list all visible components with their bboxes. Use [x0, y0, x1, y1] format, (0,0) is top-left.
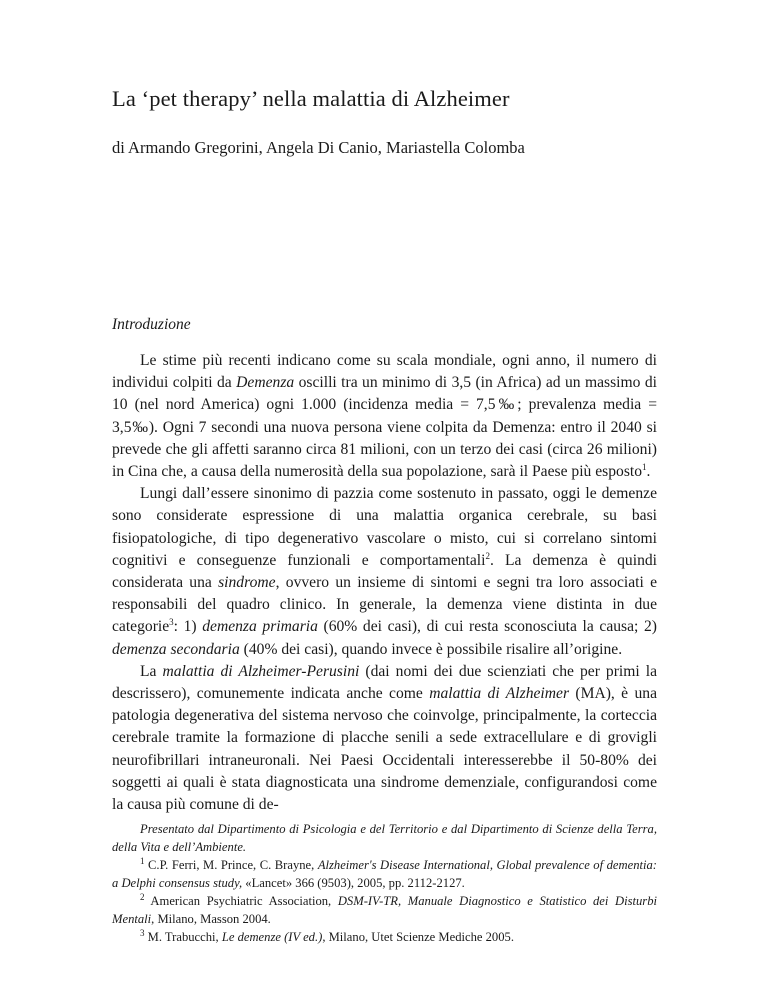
footnote-1: $^1$ C.P. Ferri, M. Prince, C. Brayne, Alzheimer's Disease International, Global prevalence of dementia: a Delphi consensus study, «Lancet» 366 (9503), 2005, pp. 2112-2127.	[112, 855, 657, 890]
paragraph-1: Le stime più recenti indicano come su scala mondiale, ogni anno, il numero di individui colpiti da Demenza oscilli tra un minimo di 3,5 (in Africa) ad un massimo di 10 (nel nord America) ogni 1.000 (incidenza media = 7,5‰; prevalenza media = 3,5‰). Ogni 7 secondi una nuova persona viene colpita da Demenza: entro il 2040 si prevede che gli affetti saranno circa 81 milioni, con un terzo dei casi (circa 26 milioni) in Cina che, a causa della numerosità della sua popolazione, sarà il Paese più esposto$^1$.	[112, 352, 657, 481]
section-heading: Introduzione	[112, 316, 191, 333]
paragraph-2: Lungi dall’essere sinonimo di pazzia come sostenuto in passato, oggi le demenze sono considerate espressione di una malattia organica cerebrale, su basi fisiopatologiche, di tipo degenerativo vascolare o misto, cui si correlano sintomi cognitivi e conseguenze funzionali e comportamentali$^2$. La demenza è quindi considerata una sindrome, ovvero un insieme di sintomi e segni tra loro associati e responsabili del quadro clinico. In generale, la demenza viene distinta in due categorie$^3$: 1) demenza primaria (60% dei casi), di cui resta sconosciuta la causa; 2) demenza secondaria (40% dei casi), quando invece è possibile risalire all’origine.	[112, 485, 657, 658]
footnote-ref-1[interactable]: 1	[642, 461, 647, 472]
article-body	[112, 350, 657, 816]
paragraph-3: La malattia di Alzheimer-Perusini (dai nomi dei due scienziati che per primi la descrissero), comunemente indicata anche come malattia di Alzheimer (MA), è una patologia degenerativa del sistema nervoso che coinvolge, principalmente, la corteccia cerebrale tramite la formazione di placche senili a sede extracellulare e di grovigli neurofibrillari intraneuronali. Nei Paesi Occidentali interesserebbe il 50-80% dei soggetti ai quali è stata diagnosticata una sindrome demenziale, configurandosi come la causa più comune di de-	[112, 662, 657, 814]
footnote-presented: Presentato dal Dipartimento di Psicologia e del Territorio e dal Dipartimento di Scienze della Terra, della Vita e dell’Ambiente.	[112, 822, 657, 854]
footnotes	[112, 820, 657, 946]
footnote-3: $^3$ M. Trabucchi, Le demenze (IV ed.), Milano, Utet Scienze Mediche 2005.	[140, 927, 514, 944]
article-authors: di Armando Gregorini, Angela Di Canio, Mariastella Colomba	[112, 138, 525, 157]
article-title: La ‘pet therapy’ nella malattia di Alzheimer	[112, 86, 510, 111]
footnote-2: $^2$ American Psychiatric Association, DSM-IV-TR, Manuale Diagnostico e Statistico dei Disturbi Mentali, Milano, Masson 2004.	[112, 891, 657, 926]
footnote-ref-2[interactable]: 2	[485, 550, 490, 561]
footnote-ref-3[interactable]: 3	[169, 617, 174, 628]
